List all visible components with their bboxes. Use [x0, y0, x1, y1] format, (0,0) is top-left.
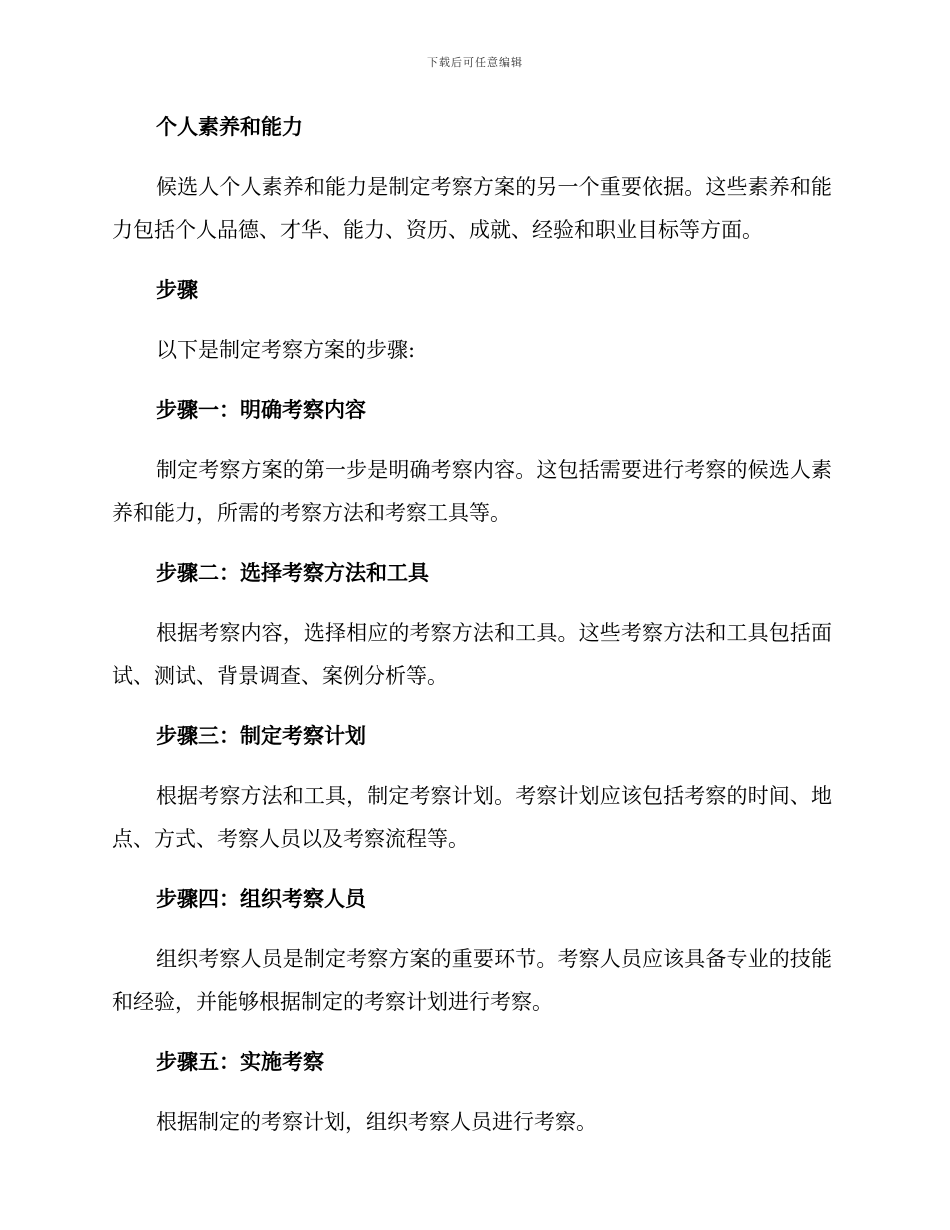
section-steps [112, 275, 832, 395]
section-step-two [112, 558, 832, 721]
section-paragraph: 以下是制定考察方案的步骤: [156, 338, 416, 362]
section-step-five [112, 1047, 832, 1144]
section-heading: 步骤 [156, 277, 198, 302]
section-paragraph: 组织考察人员是制定考察方案的重要环节。考察人员应该具备专业的技能和经验，并能够根据制定的考察计划进行考察。 [112, 947, 832, 1014]
section-paragraph: 制定考察方案的第一步是明确考察内容。这包括需要进行考察的候选人素养和能力，所需的考察方法和考察工具等。 [112, 458, 832, 525]
section-heading: 个人素养和能力 [156, 114, 303, 139]
section-step-three [112, 721, 832, 884]
document-body [112, 112, 832, 1144]
section-heading: 步骤二：选择考察方法和工具 [156, 560, 429, 585]
section-paragraph: 根据考察方法和工具，制定考察计划。考察计划应该包括考察的时间、地点、方式、考察人员以及考察流程等。 [112, 784, 832, 851]
section-personal-qualities [112, 112, 832, 275]
section-heading: 步骤三：制定考察计划 [156, 723, 366, 748]
section-heading: 步骤四：组织考察人员 [156, 886, 366, 911]
section-paragraph: 根据制定的考察计划，组织考察人员进行考察。 [156, 1110, 597, 1134]
section-paragraph: 根据考察内容，选择相应的考察方法和工具。这些考察方法和工具包括面试、测试、背景调查、案例分析等。 [112, 621, 832, 688]
page-header: 下载后可任意编辑 [427, 56, 523, 69]
section-heading: 步骤五：实施考察 [156, 1049, 324, 1074]
section-paragraph: 候选人个人素养和能力是制定考察方案的另一个重要依据。这些素养和能力包括个人品德、才华、能力、资历、成就、经验和职业目标等方面。 [112, 175, 832, 242]
section-step-one [112, 395, 832, 558]
section-heading: 步骤一：明确考察内容 [156, 397, 366, 422]
section-step-four [112, 884, 832, 1047]
